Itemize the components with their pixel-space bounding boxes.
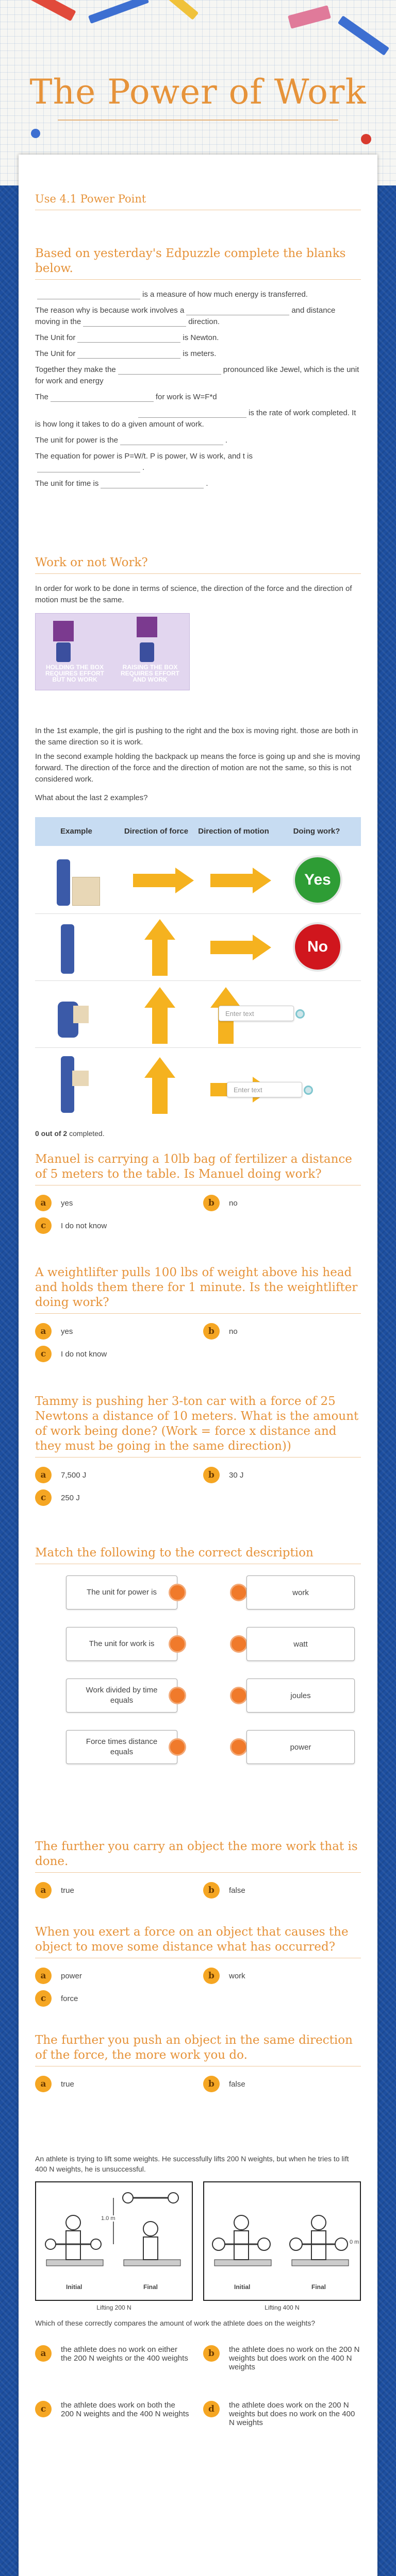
- match-left-item[interactable]: The unit for power is: [66, 1575, 177, 1609]
- section-heading: Work or not Work?: [35, 555, 361, 574]
- blank-input[interactable]: [51, 393, 154, 402]
- figure-caption: Lifting 400 N: [265, 2304, 300, 2311]
- submit-dot-icon[interactable]: [295, 1009, 305, 1019]
- option-letter: c: [35, 1489, 52, 1506]
- option-d[interactable]: d the athlete does work on the 200 N weights but does no work on the 400 N weights: [203, 2401, 361, 2427]
- distance-label: 0 m: [350, 2239, 359, 2245]
- question-matching: [35, 1546, 361, 1772]
- pin-decoration: [31, 129, 40, 138]
- box-icon: [72, 877, 100, 906]
- option-letter: d: [203, 2401, 220, 2417]
- answer-input[interactable]: Enter text: [227, 1082, 302, 1097]
- blank-input[interactable]: [101, 479, 204, 488]
- match-left-item[interactable]: Work divided by time equals: [66, 1679, 177, 1713]
- weightlifter-diagram: [36, 2182, 192, 2300]
- blank-line: The equation for power is P=W/t. P is power, W is work, and t is .: [35, 452, 253, 472]
- figure-200n: [35, 2181, 193, 2301]
- match-connector[interactable]: [230, 1635, 248, 1653]
- question-athlete: [35, 2154, 361, 2576]
- blank-input[interactable]: [83, 317, 186, 327]
- match-right-item[interactable]: work: [246, 1575, 355, 1609]
- table-row: [35, 981, 361, 1048]
- option-b[interactable]: b false: [203, 1882, 245, 1899]
- submit-dot-icon[interactable]: [304, 1086, 313, 1095]
- option-letter: a: [35, 1467, 52, 1483]
- option-a[interactable]: a power: [35, 1968, 82, 1984]
- option-letter: a: [35, 1968, 52, 1984]
- arrow-right-icon: [210, 935, 272, 960]
- option-letter: c: [35, 1990, 52, 2007]
- worksheet-card: [19, 155, 377, 2576]
- arrow-up-icon: [144, 1057, 175, 1114]
- figure-400n: [203, 2181, 361, 2301]
- pencil-decoration: [11, 0, 76, 21]
- blank-line: is the rate of work completed. It is how long it takes to do a given amount of work.: [35, 409, 356, 429]
- option-letter: c: [35, 1346, 52, 1362]
- weightlifter-diagram: [204, 2182, 360, 2300]
- explanation-1: In the 1st example, the girl is pushing to the right and the box is moving right. those are both in the same direction so it is work.: [35, 726, 358, 747]
- option-letter: b: [203, 2076, 220, 2092]
- progress-status: 0 out of 2 completed.: [35, 1129, 105, 1138]
- pin-decoration: [361, 134, 371, 144]
- section-fill-blanks: [35, 246, 361, 494]
- section-work-or-not: [35, 555, 361, 1210]
- section-heading: Use 4.1 Power Point: [35, 192, 361, 210]
- table-row: [35, 1048, 361, 1125]
- person-icon: [57, 859, 70, 906]
- option-letter: a: [35, 1882, 52, 1899]
- option-b[interactable]: b no: [203, 1323, 238, 1340]
- explanation-2: In the second example holding the backpack up means the force is going up and she is moving forward. The direction of the force and the direction of motion are not the same, so this is not considered work.: [35, 752, 360, 784]
- figure-caption: Lifting 200 N: [96, 2304, 131, 2311]
- no-badge: No: [293, 922, 342, 972]
- col-doing-work: Doing work?: [293, 827, 340, 836]
- box-icon: [73, 1006, 89, 1023]
- blank-input[interactable]: [120, 436, 223, 445]
- question-tammy: [35, 1394, 361, 1512]
- blank-line: The unit for power is the .: [35, 436, 228, 445]
- athlete-question: Which of these correctly compares the amount of work the athlete does on the weights?: [35, 2319, 316, 2327]
- blank-input[interactable]: [37, 463, 140, 472]
- match-connector[interactable]: [169, 1738, 186, 1756]
- distance-label: 1.0 m: [101, 2215, 116, 2222]
- box-icon: [137, 617, 157, 637]
- option-c[interactable]: c I do not know: [35, 1346, 107, 1362]
- option-a[interactable]: a 7,500 J: [35, 1467, 86, 1483]
- match-right-item[interactable]: joules: [246, 1679, 355, 1713]
- title-divider: [58, 120, 338, 121]
- blank-line: is a measure of how much energy is transferred.: [35, 289, 361, 300]
- blank-line: The for work is W=F*d: [35, 393, 217, 401]
- question-heading: A weightlifter pulls 100 lbs of weight above his head and holds them there for 1 minute. Is the weightlifter doing work?: [35, 1265, 361, 1314]
- question-carry-further: [35, 1839, 361, 1905]
- option-letter: a: [35, 1195, 52, 1211]
- caption-holding: HOLDING THE BOX REQUIRES EFFORT BUT NO WORK: [45, 664, 104, 683]
- yes-badge: Yes: [293, 855, 342, 905]
- match-connector[interactable]: [230, 1584, 248, 1601]
- option-c[interactable]: c I do not know: [35, 1217, 107, 1234]
- option-c[interactable]: c force: [35, 1990, 78, 2007]
- option-letter: b: [203, 1882, 220, 1899]
- question-heading: Manuel is carrying a 10lb bag of fertilizer a distance of 5 meters to the table. Is Manuel doing work?: [35, 1152, 361, 1185]
- blank-input[interactable]: [77, 333, 180, 343]
- match-connector[interactable]: [169, 1635, 186, 1653]
- match-connector[interactable]: [230, 1738, 248, 1756]
- col-force: Direction of force: [124, 827, 189, 836]
- option-b[interactable]: b the athlete does no work on the 200 N weights but does work on the 400 N weights: [203, 2345, 361, 2371]
- marker-decoration: [338, 15, 389, 56]
- question-weightlifter: [35, 1265, 361, 1368]
- table-header: [35, 817, 361, 846]
- match-connector[interactable]: [169, 1687, 186, 1704]
- arrow-right-icon: [210, 868, 272, 893]
- initial-label: Initial: [66, 2283, 82, 2291]
- option-letter: a: [35, 2076, 52, 2092]
- initial-label: Initial: [234, 2283, 251, 2291]
- option-letter: a: [35, 2345, 52, 2362]
- question-push-further: [35, 2033, 361, 2098]
- blank-line: The Unit for is meters.: [35, 349, 217, 358]
- blank-input[interactable]: [118, 365, 221, 375]
- box-illustration: [35, 613, 190, 690]
- option-letter: b: [203, 1323, 220, 1340]
- table-row: [35, 914, 361, 981]
- option-b[interactable]: b 30 J: [203, 1467, 243, 1483]
- blank-input[interactable]: [186, 306, 289, 315]
- blank-input[interactable]: [37, 290, 140, 299]
- question-manuel: [35, 1152, 361, 1240]
- blank-input[interactable]: [77, 349, 180, 359]
- option-a[interactable]: a the athlete does no work on either the 200 N weights or the 400 weights: [35, 2345, 190, 2363]
- option-a[interactable]: a yes: [35, 1195, 73, 1211]
- option-letter: a: [35, 1323, 52, 1340]
- section-heading: Based on yesterday's Edpuzzle complete the blanks below.: [35, 246, 361, 280]
- option-a[interactable]: a true: [35, 1882, 74, 1899]
- arrow-right-icon: [133, 868, 195, 893]
- option-letter: b: [203, 2345, 220, 2362]
- option-a[interactable]: a yes: [35, 1323, 73, 1340]
- page-title: The Power of Work: [29, 72, 367, 112]
- match-right-item[interactable]: power: [246, 1730, 355, 1764]
- option-letter: b: [203, 1968, 220, 1984]
- question-heading: The further you carry an object the more work that is done.: [35, 1839, 361, 1873]
- match-connector[interactable]: [230, 1687, 248, 1704]
- athlete-intro: An athlete is trying to lift some weights. He successfully lifts 200 N weights, but when he tries to lift 400 N weights, he is unsuccessful.: [35, 2155, 349, 2173]
- final-label: Final: [143, 2283, 158, 2291]
- question-force-distance: [35, 1925, 361, 2013]
- arrow-up-icon: [144, 987, 175, 1044]
- option-c[interactable]: c 250 J: [35, 1489, 80, 1506]
- arrow-up-icon: [144, 919, 175, 976]
- question-heading: The further you push an object in the same direction of the force, the more work you do.: [35, 2033, 361, 2066]
- option-b[interactable]: b false: [203, 2076, 245, 2092]
- option-b[interactable]: b no: [203, 1195, 238, 1211]
- caption-raising: RAISING THE BOX REQUIRES EFFORT AND WORK: [120, 664, 179, 683]
- question-heading: When you exert a force on an object that causes the object to move some distance what has occurred?: [35, 1925, 361, 1958]
- match-left-item[interactable]: Force times distance equals: [66, 1730, 177, 1764]
- final-label: Final: [311, 2283, 326, 2291]
- blank-input[interactable]: [138, 409, 246, 418]
- option-c[interactable]: c the athlete does work on both the 200 N weights and the 400 N weights: [35, 2401, 190, 2418]
- box-icon: [72, 1071, 89, 1086]
- box-icon: [53, 621, 74, 641]
- eraser-decoration: [288, 5, 331, 29]
- match-left-item[interactable]: The unit for work is: [66, 1627, 177, 1661]
- col-example: Example: [60, 827, 92, 836]
- question-heading: Tammy is pushing her 3-ton car with a force of 25 Newtons a distance of 10 meters. What is the amount of work being done? (Work = force x distance and they must be going in the same direction)): [35, 1394, 361, 1458]
- blank-line: The Unit for is Newton.: [35, 333, 219, 342]
- option-letter: c: [35, 2401, 52, 2417]
- blank-line: The reason why is because work involves a and distance moving in the direction.: [35, 306, 336, 326]
- person-icon: [56, 642, 71, 662]
- option-b[interactable]: b work: [203, 1968, 245, 1984]
- pencil-decoration: [157, 0, 199, 20]
- table-row: [35, 847, 361, 914]
- prompt-text: What about the last 2 examples?: [35, 793, 148, 802]
- question-heading: Match the following to the correct description: [35, 1546, 361, 1564]
- option-a[interactable]: a true: [35, 2076, 74, 2092]
- option-letter: b: [203, 1467, 220, 1483]
- pen-decoration: [88, 0, 149, 24]
- intro-text: In order for work to be done in terms of science, the direction of the force and the direction of motion must be the same.: [35, 584, 352, 604]
- col-motion: Direction of motion: [198, 827, 269, 836]
- option-letter: c: [35, 1217, 52, 1234]
- answer-input[interactable]: Enter text: [219, 1006, 294, 1021]
- section-powerpoint: [35, 192, 361, 219]
- match-right-item[interactable]: watt: [246, 1627, 355, 1661]
- match-connector[interactable]: [169, 1584, 186, 1601]
- option-letter: b: [203, 1195, 220, 1211]
- person-icon: [140, 642, 154, 662]
- person-icon: [61, 924, 74, 974]
- blank-line: Together they make the pronounced like Jewel, which is the unit for work and energy: [35, 365, 359, 385]
- blank-line: The unit for time is .: [35, 479, 208, 488]
